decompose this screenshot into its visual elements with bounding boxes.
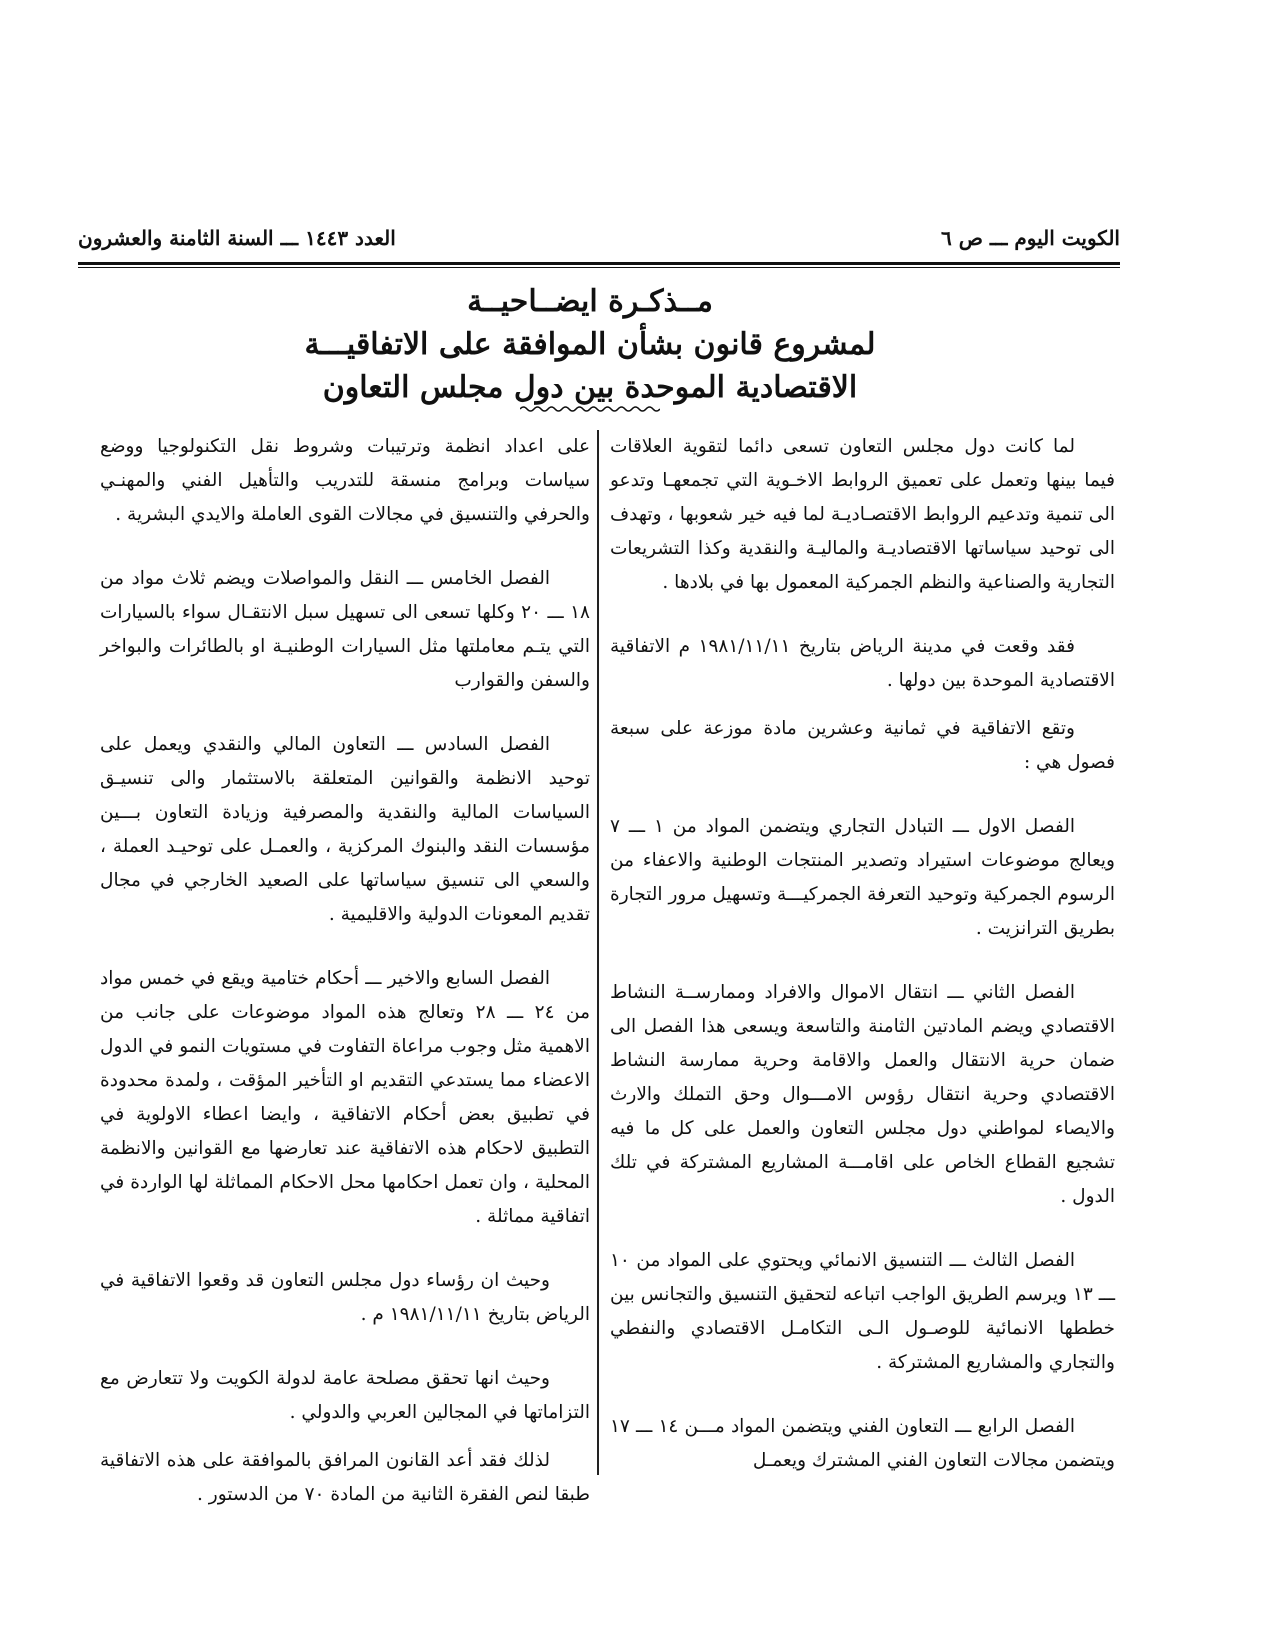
header-issue-ref: العدد ١٤٤٣ ـــ السنة الثامنة والعشرون xyxy=(78,226,396,250)
paragraph: على اعداد انظمة وترتيبات وشروط نقل التكنولوجيا ووضع سياسات وبرامج منسقة للتدريب والتأهيل الفني والمهنـي والحرفي والتنسيق في مجالات القوى العاملة والايدي البشرية . xyxy=(100,436,590,525)
paragraph: الفصل الاول ـــ التبادل التجاري ويتضمن المواد من ١ ـــ ٧ ويعالج موضوعات استيراد وتصدير المنتجات الوطنية والاعفاء من الرسوم الجمركية وتوحيد التعرفة الجمركيـــة وتسهيل مرور التجارة بطريق الترانزيت . xyxy=(610,816,1115,939)
title-line-1: مــذكـرة ايضــاحيــة xyxy=(467,284,713,319)
header-rule-thin xyxy=(78,267,1120,268)
paragraph: وحيث ان رؤساء دول مجلس التعاون قد وقعوا الاتفاقية في الرياض بتاريخ ١٩٨١/١١/١١ م . xyxy=(100,1270,590,1325)
paragraph: الفصل الرابع ـــ التعاون الفني ويتضمن المواد مـــن ١٤ ـــ ١٧ ويتضمن مجالات التعاون الفني المشترك ويعمـل xyxy=(610,1416,1115,1471)
column-divider xyxy=(597,430,599,1475)
right-column xyxy=(610,430,1115,1508)
paragraph: الفصل الثاني ـــ انتقال الاموال والافراد وممارســة النشاط الاقتصادي ويضم المادتين الثامنة والتاسعة ويسعى هذا الفصل الى ضمان حرية الانتقال والعمل والاقامة وحرية ممارسة النشاط الاقتصادي وحرية انتقال رؤوس الامـــوال وحق التملك والارث والايصاء لمواطني دول مجلس التعاون والعمل على كل ما فيه تشجيع القطاع الخاص على اقامـــة المشاريع المشتركة في تلك الدول . xyxy=(610,982,1115,1207)
paragraph: الفصل الخامس ـــ النقل والمواصلات ويضم ثلاث مواد من ١٨ ـــ ٢٠ وكلها تسعى الى تسهيل سبل الانتقـال سواء بالسيارات التي يتـم معاملتها مثل السيارات الوطنيـة او بالطائرات والبواخر والسفن والقوارب xyxy=(100,568,590,691)
page-header xyxy=(78,222,1120,268)
paragraph: وتقع الاتفاقية في ثمانية وعشرين مادة موزعة على سبعة فصول هي : xyxy=(610,718,1115,773)
paragraph: الفصل الثالث ـــ التنسيق الانمائي ويحتوي على المواد من ١٠ ـــ ١٣ ويرسم الطريق الواجب اتباعه لتحقيق التنسيق والتجانس بين خططها الانمائية للوصـول الـى التكامـل الاقتصادي والنفطي والتجاري والمشاريع المشتركة . xyxy=(610,1250,1115,1373)
document-title xyxy=(280,280,900,409)
paragraph: الفصل السابع والاخير ـــ أحكام ختامية ويقع في خمس مواد من ٢٤ ـــ ٢٨ وتعالج هذه المواد موضوعات على جانب من الاهمية مثل وجوب مراعاة التفاوت في مستويات النمو في الدول الاعضاء مما يستدعي التقديم او التأخير المؤقت ، ولمدة محدودة في تطبيق بعض أحكام الاتفاقية ، وايضا اعطاء الاولوية في التطبيق لاحكام هذه الاتفاقية عند تعارضها مع القوانين والانظمة المحلية ، وان تعمل احكامها محل الاحكام المماثلة لها الواردة في اتفاقية مماثلة . xyxy=(100,968,590,1227)
paragraph: وحيث انها تحقق مصلحة عامة لدولة الكويت ولا تتعارض مع التزاماتها في المجالين العربي والدولي . xyxy=(100,1368,590,1423)
header-rule xyxy=(78,262,1120,265)
title-underline-ornament xyxy=(520,405,660,413)
title-line-3: الاقتصادية الموحدة بين دول مجلس التعاون xyxy=(322,370,858,405)
paragraph: لذلك فقد أعد القانون المرافق بالموافقة على هذه الاتفاقية طبقا لنص الفقرة الثانية من المادة ٧٠ من الدستور . xyxy=(100,1450,590,1505)
title-line-2: لمشروع قانون بشأن الموافقة على الاتفاقيـــة xyxy=(304,327,876,362)
left-column xyxy=(100,430,590,1542)
header-page-ref: الكويت اليوم ـــ ص ٦ xyxy=(941,226,1120,250)
paragraph: لما كانت دول مجلس التعاون تسعى دائما لتقوية العلاقات فيما بينها وتعمل على تعميق الروابط الاخـوية التي تجمعهـا وتدعو الى تنمية وتدعيم الروابط الاقتصـاديـة لما فيه خير شعوبها ، وتهدف الى توحيد سياساتها الاقتصاديـة والماليـة والنقدية وكذا التشريعات التجارية والصناعية والنظم الجمركية المعمول بها في بلادها . xyxy=(610,436,1115,593)
paragraph: الفصل السادس ـــ التعاون المالي والنقدي ويعمل على توحيد الانظمة والقوانين المتعلقة بالاستثمار والى تنسيـق السياسات المالية والنقدية والمصرفية وزيادة التعاون بـــين مؤسسات النقد والبنوك المركزية ، والعمـل على توحيـد العملة ، والسعي الى تنسيق سياساتها على الصعيد الخارجي في مجال تقديم المعونات الدولية والاقليمية . xyxy=(100,734,590,925)
paragraph: فقد وقعت في مدينة الرياض بتاريخ ١٩٨١/١١/١١ م الاتفاقية الاقتصادية الموحدة بين دولها . xyxy=(610,636,1115,691)
